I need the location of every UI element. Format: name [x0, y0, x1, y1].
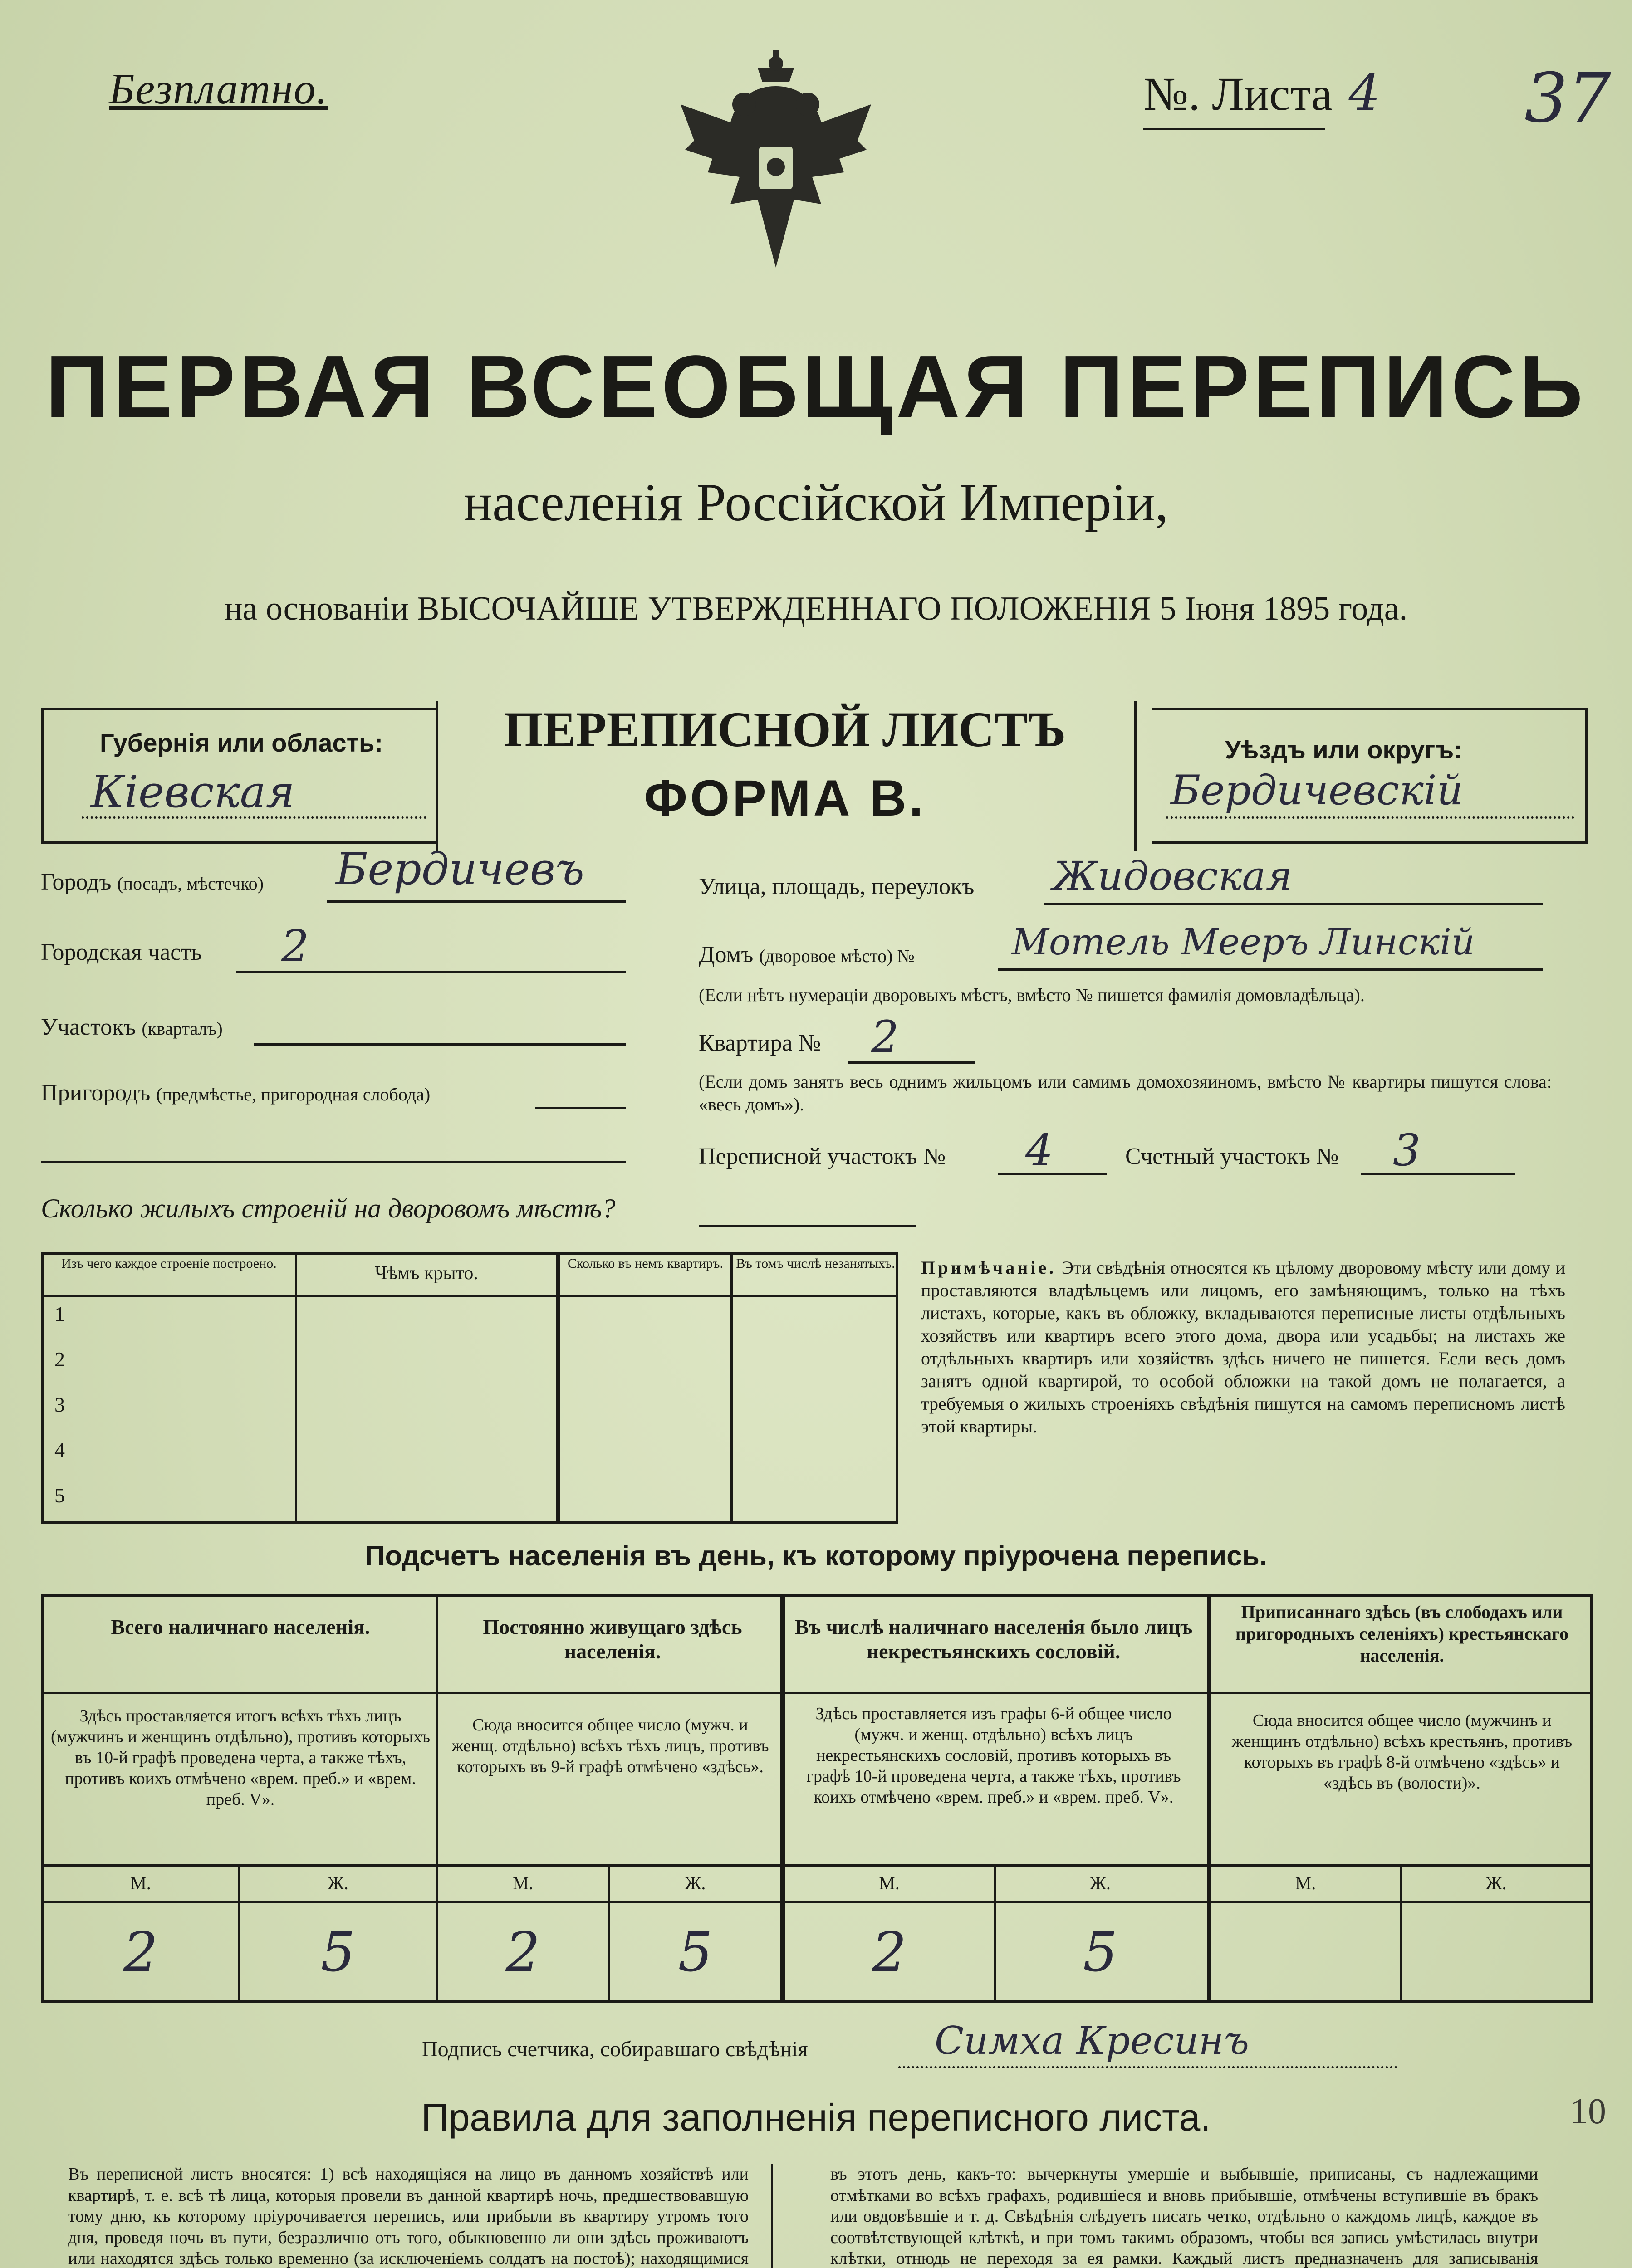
buildings-question-line [699, 1225, 916, 1227]
pop-col1-desc: Здѣсь проставляется итогъ всѣхъ тѣхъ лицъ (мужчинъ и женщинъ отдѣльно), противъ которыхъ въ 10-й графѣ проведена черта, а также тѣхъ, противъ коихъ отмѣчено «врем. преб.» и «врем. преб. V». [51, 1706, 430, 1809]
sheet-number [1143, 64, 1380, 122]
form-name: ПЕРЕПИСНОЙ ЛИСТЪ [504, 702, 1066, 757]
precinct-field [41, 1014, 223, 1041]
street-label: Улица, площадь, переулокъ [699, 874, 975, 899]
population-title: Подсчетъ населенія въ день, къ которому пріурочена перепись. [364, 1540, 1268, 1572]
pop-col1-header: Всего наличнаго населенія. [111, 1615, 370, 1638]
city-value: Бердичевъ [336, 844, 584, 894]
form-type: ФОРМА В. [644, 770, 926, 826]
city-part-label: Городская часть [41, 939, 202, 965]
population-desc-divider [41, 1864, 1593, 1867]
buildings-header-apartments: Сколько въ немъ квартиръ. [567, 1256, 724, 1271]
pop-col2-m-label: М. [512, 1873, 534, 1893]
census-subtitle: населенія Россійской Имперіи, [463, 473, 1169, 532]
eagle-icon [676, 50, 876, 286]
apartment-label: Квартира № [699, 1030, 821, 1056]
buildings-row-5: 5 [54, 1484, 65, 1507]
buildings-row-1: 1 [54, 1302, 65, 1325]
city-hint: (посадъ, мѣстечко) [117, 873, 264, 894]
district-value: Бердичевскій [1171, 767, 1463, 814]
rules-title: Правила для заполненія переписного листа. [421, 2096, 1211, 2139]
population-header-divider [41, 1692, 1593, 1694]
city-label: Городъ [41, 869, 112, 895]
pop-col2-m-value: 2 [505, 1921, 540, 1984]
house-label: Домъ [699, 942, 754, 968]
pop-col2-header: Постоянно живущаго здѣсь населенія. [483, 1615, 742, 1663]
house-field [699, 941, 915, 968]
apartment-note: (Если домъ занятъ весь однимъ жильцомъ или самимъ домохозяиномъ, вмѣсто № квартиры пишутся слова: «весь домъ»). [699, 1071, 1552, 1114]
suburb-label: Пригородъ [41, 1080, 151, 1106]
province-dotline [82, 816, 426, 819]
city-line [327, 900, 626, 903]
city-part-line [236, 971, 626, 973]
pop-col1-m-label: М. [130, 1873, 151, 1893]
sheet-number-written: 37 [1524, 59, 1611, 138]
buildings-col-divider [556, 1252, 560, 1524]
buildings-header-vacant: Въ томъ числѣ незанятыхъ. [736, 1256, 895, 1271]
suburb-field [41, 1080, 430, 1106]
note-text: Эти свѣдѣнія относятся къ цѣлому дворовому мѣсту или дому и проставляются владѣльцемъ или лицомъ, его замѣняющимъ, только на тѣхъ листахъ, которые, какъ въ обложку, вкладываются переписные листы отдѣльныхъ хозяйствъ или квартиръ всего этого дома, двора или усадьбы; на листахъ же отдѣльныхъ квартиръ или хозяйствъ здѣсь ничего не пишется. Если весь домъ занятъ одной квартирой, то особой обложки на такой домъ не полагается, а требуемыя о жилыхъ строеніяхъ свѣдѣнія пишутся на самомъ переписномъ листѣ этой квартиры. [921, 1257, 1566, 1437]
census-district-line [998, 1173, 1107, 1175]
count-district-label: Счетный участокъ № [1125, 1144, 1339, 1169]
district-dotline [1166, 816, 1574, 819]
buildings-table [41, 1252, 898, 1524]
suburb-hint: (предмѣстье, пригородная слобода) [156, 1084, 431, 1105]
buildings-row-4: 4 [54, 1438, 65, 1461]
pop-col1-f-value: 5 [320, 1921, 356, 1984]
count-district-line [1361, 1173, 1515, 1175]
province-value: Кіевская [91, 767, 295, 817]
buildings-row-2: 2 [54, 1348, 65, 1371]
census-district-value: 4 [1025, 1125, 1054, 1176]
pop-col3-header: Въ числѣ наличнаго населенія было лицъ некрестьянскихъ сословій. [794, 1615, 1193, 1663]
house-value: Мотель Мееръ Линскій [1012, 921, 1475, 963]
imperial-eagle-emblem [676, 50, 876, 286]
buildings-header-material: Изъ чего каждое строеніе построено. [61, 1256, 277, 1271]
pop-col4-f-label: Ж. [1485, 1873, 1507, 1893]
sheet-number-value: 4 [1348, 64, 1381, 122]
sheet-number-label: №. Листа [1143, 68, 1333, 120]
population-col-divider [1207, 1594, 1211, 2003]
suburb-line [535, 1107, 626, 1109]
count-district-value: 3 [1393, 1125, 1421, 1176]
pop-col3-f-value: 5 [1083, 1921, 1118, 1984]
census-title: ПЕРВАЯ ВСЕОБЩАЯ ПЕРЕПИСЬ [45, 337, 1587, 436]
pop-col1-m-value: 2 [123, 1921, 158, 1984]
house-hint: (дворовое мѣсто) № [759, 946, 915, 966]
pop-col4-header: Приписаннаго здѣсь (въ слободахъ или пригородныхъ селеніяхъ) крестьянскаго населенія. [1235, 1602, 1569, 1666]
pop-col2-f-value: 5 [678, 1921, 713, 1984]
signature-value: Симха Кресинъ [935, 2019, 1250, 2063]
pop-col3-m-label: М. [879, 1873, 900, 1893]
buildings-note [921, 1256, 1565, 1438]
rules-left-column: Въ переписной листъ вносятся: 1) всѣ находящіяся на лицо въ данномъ хозяйствѣ или квартирѣ, т. е. всѣ тѣ лица, которыя провели въ данной квартирѣ ночь, предшествовавшую тому дню, къ которому пріурочивается перепись, или прибыли въ квартиру утромъ того дня, проведя ночь въ пути, безразлично отъ того, обыкновенно ли они здѣсь проживаютъ или находятся здѣсь только временно (за исключеніемъ солдатъ на постоѣ); находящимися [68, 2165, 749, 2268]
pop-col1-f-label: Ж. [328, 1873, 348, 1893]
pop-col3-f-label: Ж. [1090, 1873, 1111, 1893]
precinct-line [254, 1043, 626, 1046]
city-field [41, 869, 264, 895]
buildings-col-divider [295, 1252, 297, 1524]
city-part-value: 2 [281, 921, 309, 972]
rules-right-column: въ этотъ день, какъ-то: вычеркнуты умершіе и выбывшіе, приписаны, съ надлежащими отмѣтками во всѣхъ графахъ, родившіеся и вновь прибывшіе, отмѣчены вступившіе въ бракъ или овдовѣвшіе и т. д. Свѣдѣнія слѣдуетъ писать четко, отдѣльно о каждомъ лицѣ, каждое въ соотвѣтствующей клѣткѣ, и при томъ такимъ образомъ, чтобы вся запись умѣстилась внутри клѣтки, отнюдь не переходя за ея рамки. Каждый листъ предназначенъ для записыванія [830, 2165, 1538, 2268]
precinct-hint: (кварталъ) [142, 1018, 223, 1039]
precinct-label: Участокъ [41, 1014, 136, 1040]
buildings-question: Сколько жилыхъ строеній на дворовомъ мѣстѣ? [41, 1193, 616, 1223]
population-label-divider [41, 1901, 1593, 1903]
margin-mark: 10 [1570, 2092, 1606, 2131]
population-col-divider [780, 1594, 785, 2003]
pop-col3-desc: Здѣсь проставляется изъ графы 6-й общее число (мужч. и женщ. отдѣльно) всѣхъ лицъ некрестьянскихъ сословій, противъ которыхъ въ графѣ 10-й проведена черта, а также тѣхъ, противъ коихъ отмѣчено «врем. преб.» и «врем. преб. V». [806, 1704, 1181, 1807]
apartment-value: 2 [871, 1012, 899, 1062]
buildings-header-divider [41, 1295, 898, 1297]
buildings-col-divider [730, 1252, 733, 1524]
district-label: Уѣздъ или округъ: [1225, 735, 1462, 764]
pop-col2-desc: Сюда вносится общее число (мужч. и женщ. отдѣльно) всѣхъ тѣхъ лицъ, противъ которыхъ въ 9-й графѣ отмѣчено «здѣсь». [451, 1716, 769, 1776]
house-note: (Если нѣтъ нумераціи дворовыхъ мѣстъ, вмѣсто № пишется фамилія домовладѣльца). [699, 985, 1365, 1005]
buildings-header-roof: Чѣмъ крыто. [375, 1263, 478, 1284]
pop-col4-m-label: М. [1295, 1873, 1316, 1893]
house-line [998, 968, 1543, 971]
signature-label: Подпись счетчика, собиравшаго свѣдѣнія [422, 2037, 808, 2061]
form-divider-right [1134, 701, 1137, 850]
census-basis: на основаніи ВЫСОЧАЙШЕ УТВЕРЖДЕННАГО ПОЛОЖЕНІЯ 5 Іюня 1895 года. [224, 590, 1408, 627]
rules-column-divider [771, 2164, 773, 2268]
free-label: Безплатно. [109, 64, 328, 113]
pop-col4-desc: Сюда вносится общее число (мужчинъ и женщинъ отдѣльно) всѣхъ крестьянъ, противъ которыхъ въ графѣ 8-й отмѣчено «здѣсь» и «здѣсь въ (волости)». [1231, 1711, 1573, 1793]
province-label: Губернія или область: [100, 728, 383, 757]
census-district-label: Переписной участокъ № [699, 1144, 946, 1169]
note-title: Примѣчаніе. [921, 1257, 1057, 1278]
pop-col2-f-label: Ж. [685, 1873, 706, 1893]
pop-col3-m-value: 2 [872, 1921, 907, 1984]
sheet-number-underline [1143, 128, 1325, 130]
suburb-line-2 [41, 1161, 626, 1163]
street-value: Жидовская [1053, 853, 1293, 899]
buildings-row-3: 3 [54, 1393, 65, 1416]
apartment-line [848, 1061, 975, 1064]
signature-line [898, 2066, 1397, 2068]
street-line [1044, 903, 1543, 905]
